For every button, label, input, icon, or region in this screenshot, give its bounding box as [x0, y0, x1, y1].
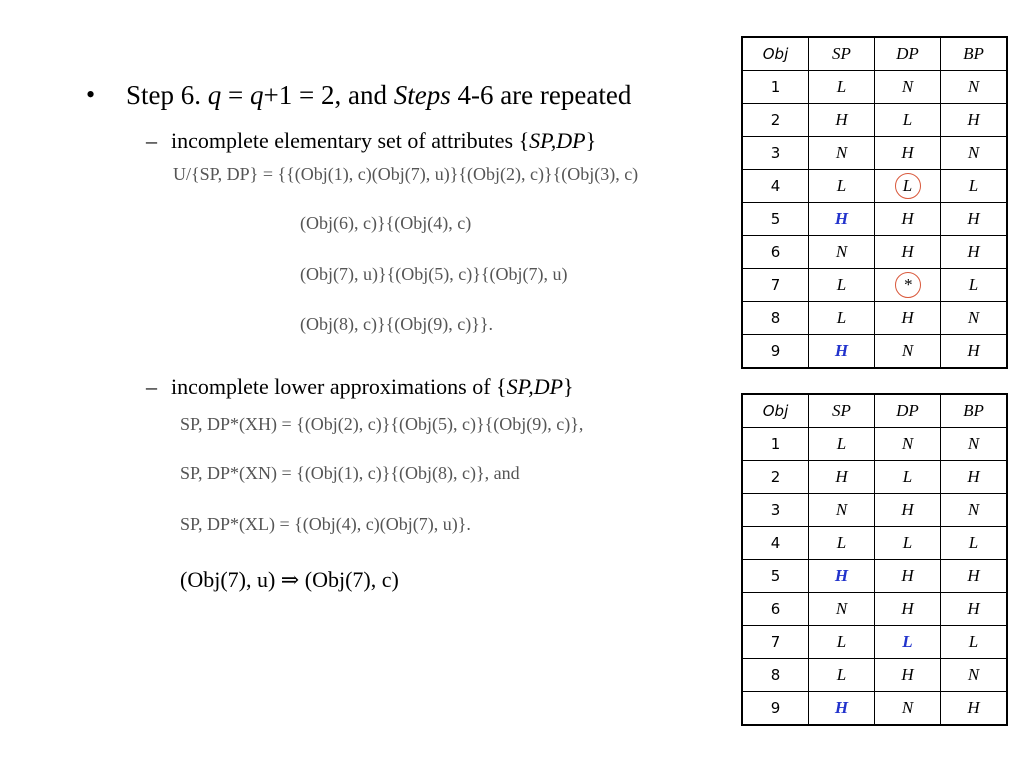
cell-value: L	[836, 533, 847, 552]
bullet-marker: •	[86, 80, 96, 109]
table-row	[742, 335, 1007, 369]
table-row	[742, 692, 1007, 726]
cell-value: N	[967, 434, 980, 453]
cell-bp	[941, 236, 1008, 269]
cell-value: 3	[770, 501, 781, 519]
cell-dp	[875, 659, 941, 692]
cell-obj	[742, 104, 809, 137]
cell-value: H	[967, 209, 980, 228]
table-row	[742, 104, 1007, 137]
cell-sp	[809, 302, 875, 335]
header-obj: Obj	[742, 394, 809, 428]
cell-dp	[875, 71, 941, 104]
sub1-attr: SP,DP	[529, 128, 586, 153]
cell-dp	[875, 692, 941, 726]
cell-sp	[809, 104, 875, 137]
table-row	[742, 461, 1007, 494]
cell-bp	[941, 659, 1008, 692]
cell-value: L	[836, 176, 847, 195]
sub-bullet-elementary-set	[171, 128, 596, 154]
cell-value: L	[836, 275, 847, 294]
cell-value: 7	[770, 633, 781, 651]
cell-value: H	[901, 209, 914, 228]
cell-bp	[941, 137, 1008, 170]
cell-value: H	[834, 566, 849, 585]
sub2-prefix: incomplete lower approximations of {	[171, 374, 507, 399]
cell-obj	[742, 461, 809, 494]
cell-value: H	[967, 599, 980, 618]
cell-obj	[742, 269, 809, 302]
cell-bp	[941, 203, 1008, 236]
cell-value: 5	[770, 567, 781, 585]
table-row	[742, 236, 1007, 269]
cell-obj	[742, 203, 809, 236]
q-variable: q	[207, 80, 222, 110]
cell-dp	[875, 428, 941, 461]
sub-bullet-dash-1: –	[146, 128, 157, 153]
table-header-row	[742, 394, 1007, 428]
cell-value: H	[835, 467, 848, 486]
cell-value: N	[835, 242, 848, 261]
cell-value: 4	[770, 534, 781, 552]
partition-line-4	[300, 314, 493, 335]
partition-text-1: U/{SP, DP} = {{(Obj(1), c)(Obj(7), u)}{(Obj(2), c)}{(Obj(3), c)	[173, 164, 639, 184]
cell-value: 6	[770, 243, 781, 261]
q-variable-2: q	[250, 80, 264, 110]
cell-sp	[809, 593, 875, 626]
cell-sp	[809, 626, 875, 659]
cell-value: H	[834, 341, 849, 360]
equals-sign: =	[221, 80, 250, 110]
cell-dp	[875, 335, 941, 369]
table-row	[742, 560, 1007, 593]
cell-value: L	[902, 467, 913, 486]
cell-sp	[809, 461, 875, 494]
cell-value: 3	[770, 144, 781, 162]
cell-value: H	[901, 143, 914, 162]
cell-value: N	[967, 308, 980, 327]
cell-value: L	[895, 173, 921, 199]
cell-sp	[809, 170, 875, 203]
cell-sp	[809, 203, 875, 236]
cell-value: 2	[770, 468, 781, 486]
cell-obj	[742, 236, 809, 269]
attribute-table-after	[741, 393, 1008, 726]
cell-bp	[941, 428, 1008, 461]
approx-xh: SP, DP*(XH) = {(Obj(2), c)}{(Obj(5), c)}{(Obj(9), c)},	[180, 414, 584, 434]
cell-dp	[875, 593, 941, 626]
cell-obj	[742, 71, 809, 104]
cell-value: 2	[770, 111, 781, 129]
cell-obj	[742, 494, 809, 527]
cell-value: H	[901, 308, 914, 327]
cell-obj	[742, 170, 809, 203]
cell-value: H	[967, 110, 980, 129]
plus-one-text: +1 = 2, and	[263, 80, 394, 110]
cell-bp	[941, 269, 1008, 302]
table-header-row	[742, 37, 1007, 71]
cell-value: N	[901, 341, 914, 360]
steps-word: Steps	[393, 80, 451, 110]
cell-value: L	[836, 632, 847, 651]
cell-obj	[742, 692, 809, 726]
cell-value: H	[967, 566, 980, 585]
cell-value: N	[901, 434, 914, 453]
cell-sp	[809, 428, 875, 461]
cell-obj	[742, 137, 809, 170]
cell-value: 6	[770, 600, 781, 618]
partition-text-2: (Obj(6), c)}{(Obj(4), c)	[300, 213, 472, 233]
cell-bp	[941, 302, 1008, 335]
approx-xl: SP, DP*(XL) = {(Obj(4), c)(Obj(7), u)}.	[180, 514, 471, 534]
cell-value: H	[901, 566, 914, 585]
cell-value: H	[901, 500, 914, 519]
cell-bp	[941, 170, 1008, 203]
cell-value: N	[967, 665, 980, 684]
cell-value: 1	[770, 78, 781, 96]
cell-bp	[941, 593, 1008, 626]
cell-value: 8	[770, 309, 781, 327]
cell-dp	[875, 269, 941, 302]
cell-sp	[809, 527, 875, 560]
cell-value: *	[895, 272, 921, 298]
cell-sp	[809, 659, 875, 692]
cell-value: H	[967, 698, 980, 717]
header-dp: DP	[875, 37, 941, 71]
table-row	[742, 428, 1007, 461]
cell-sp	[809, 269, 875, 302]
cell-bp	[941, 71, 1008, 104]
step-prefix: Step 6.	[126, 80, 208, 110]
header-sp: SP	[809, 37, 875, 71]
header-bp: BP	[941, 394, 1008, 428]
sub-bullet-dash-2: –	[146, 374, 157, 399]
cell-sp	[809, 236, 875, 269]
cell-value: H	[967, 341, 980, 360]
partition-line-3	[300, 264, 567, 285]
cell-dp	[875, 527, 941, 560]
table-row	[742, 659, 1007, 692]
table-row	[742, 71, 1007, 104]
sub1-prefix: incomplete elementary set of attributes {	[171, 128, 530, 153]
cell-obj	[742, 302, 809, 335]
cell-obj	[742, 659, 809, 692]
partition-line-2	[300, 213, 471, 234]
cell-value: 9	[770, 342, 781, 360]
cell-value: H	[901, 665, 914, 684]
cell-dp	[875, 104, 941, 137]
cell-bp	[941, 560, 1008, 593]
cell-value: H	[834, 698, 849, 717]
cell-value: H	[834, 209, 849, 228]
cell-obj	[742, 428, 809, 461]
table-row	[742, 494, 1007, 527]
sub2-suffix: }	[563, 374, 574, 399]
cell-dp	[875, 236, 941, 269]
cell-value: N	[835, 599, 848, 618]
cell-value: N	[835, 143, 848, 162]
sub2-attr: SP,DP	[506, 374, 564, 399]
cell-dp	[875, 461, 941, 494]
cell-sp	[809, 137, 875, 170]
step-suffix: 4-6 are repeated	[450, 80, 632, 110]
cell-obj	[742, 626, 809, 659]
header-bp: BP	[941, 37, 1008, 71]
sub-bullet-lower-approx	[171, 374, 574, 400]
cell-dp	[875, 203, 941, 236]
table-row	[742, 203, 1007, 236]
implication-formula: (Obj(7), u) ⇒ (Obj(7), c)	[180, 567, 399, 592]
cell-obj	[742, 560, 809, 593]
cell-obj	[742, 527, 809, 560]
cell-dp	[875, 170, 941, 203]
cell-bp	[941, 461, 1008, 494]
cell-value: L	[968, 275, 979, 294]
cell-value: L	[836, 665, 847, 684]
cell-dp	[875, 494, 941, 527]
cell-bp	[941, 335, 1008, 369]
cell-dp	[875, 137, 941, 170]
cell-sp	[809, 335, 875, 369]
cell-bp	[941, 527, 1008, 560]
cell-bp	[941, 626, 1008, 659]
cell-value: H	[967, 467, 980, 486]
header-sp: SP	[809, 394, 875, 428]
cell-value: L	[836, 308, 847, 327]
cell-obj	[742, 593, 809, 626]
cell-sp	[809, 494, 875, 527]
attribute-table-before	[741, 36, 1008, 369]
cell-value: H	[967, 242, 980, 261]
cell-value: L	[968, 176, 979, 195]
table-row	[742, 137, 1007, 170]
cell-bp	[941, 692, 1008, 726]
cell-dp	[875, 302, 941, 335]
partition-text-3: (Obj(7), u)}{(Obj(5), c)}{(Obj(7), u)	[300, 264, 568, 284]
cell-value: 1	[770, 435, 781, 453]
table-row	[742, 302, 1007, 335]
sub1-suffix: }	[585, 128, 597, 153]
cell-value: N	[835, 500, 848, 519]
cell-bp	[941, 104, 1008, 137]
partition-line-1	[173, 164, 638, 185]
cell-value: N	[901, 77, 914, 96]
cell-value: N	[967, 500, 980, 519]
cell-value: L	[902, 110, 913, 129]
cell-value: H	[835, 110, 848, 129]
header-obj: Obj	[742, 37, 809, 71]
cell-value: L	[902, 533, 913, 552]
table-row	[742, 269, 1007, 302]
cell-value: L	[902, 632, 913, 651]
cell-value: N	[967, 143, 980, 162]
cell-obj	[742, 335, 809, 369]
cell-value: 5	[770, 210, 781, 228]
cell-value: 8	[770, 666, 781, 684]
step-heading	[126, 80, 631, 111]
header-dp: DP	[875, 394, 941, 428]
partition-text-4: (Obj(8), c)}{(Obj(9), c)}}.	[300, 314, 493, 334]
cell-sp	[809, 692, 875, 726]
cell-value: 9	[770, 699, 781, 717]
cell-value: L	[968, 632, 979, 651]
cell-dp	[875, 626, 941, 659]
table-row	[742, 593, 1007, 626]
cell-value: L	[968, 533, 979, 552]
cell-value: L	[836, 434, 847, 453]
cell-value: L	[836, 77, 847, 96]
cell-value: 4	[770, 177, 781, 195]
cell-value: 7	[770, 276, 781, 294]
cell-value: N	[901, 698, 914, 717]
table-row	[742, 626, 1007, 659]
cell-bp	[941, 494, 1008, 527]
cell-sp	[809, 560, 875, 593]
approx-xn: SP, DP*(XN) = {(Obj(1), c)}{(Obj(8), c)}, and	[180, 463, 520, 483]
table-row	[742, 527, 1007, 560]
table-row	[742, 170, 1007, 203]
cell-value: H	[901, 242, 914, 261]
cell-dp	[875, 560, 941, 593]
cell-value: H	[901, 599, 914, 618]
cell-value: N	[967, 77, 980, 96]
cell-sp	[809, 71, 875, 104]
